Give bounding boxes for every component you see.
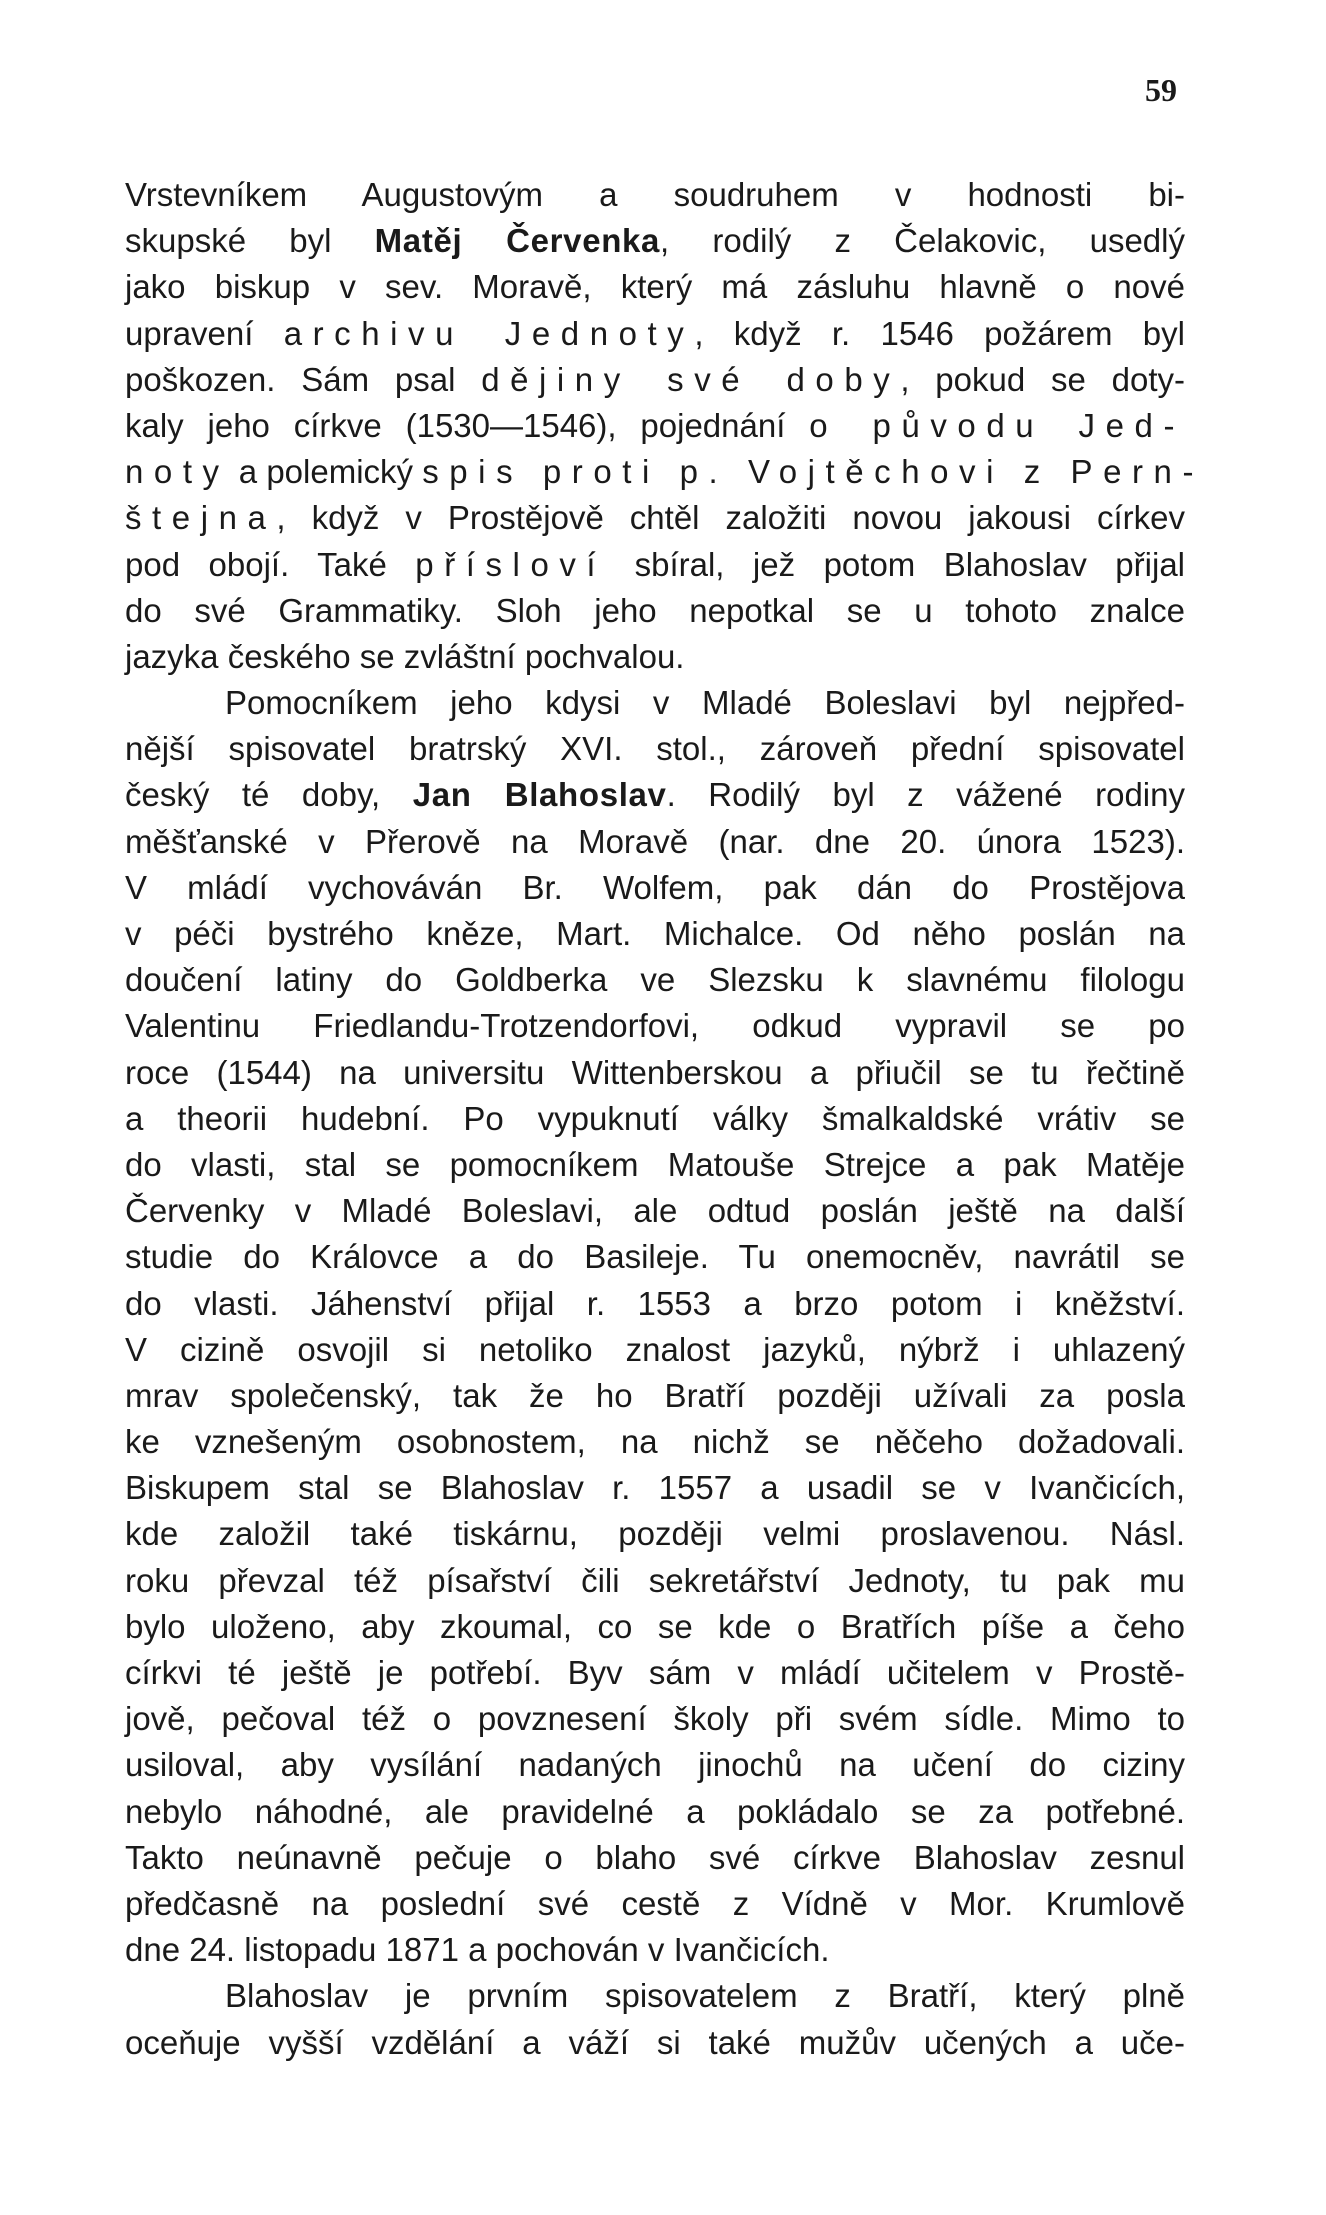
bold-name: Matěj Červenka [374, 222, 661, 260]
text-run: jako biskup v sev. Moravě, který má zásluhu hlavně o nové [125, 268, 1185, 306]
text-line [125, 1696, 1185, 1742]
text-run: , pokud se doty- [900, 360, 1185, 398]
text-line [125, 1281, 1185, 1327]
text-line [125, 1973, 1185, 2019]
text-line [125, 218, 1185, 264]
spaced-emphasis: spis proti p. Vojtěchovi z Pern- [422, 453, 1204, 491]
text-line [125, 819, 1185, 865]
text-run: Pomocníkem jeho kdysi v Mladé Boleslavi byl nejpřed- [225, 684, 1185, 722]
text-line [125, 1419, 1185, 1465]
text-run: roce (1544) na universitu Wittenberskou a přiučil se tu řečtině [125, 1053, 1185, 1091]
text-line [125, 1188, 1185, 1234]
text-run: český té doby, [125, 776, 413, 814]
text-run: nebylo náhodné, ale pravidelné a pokládalo se za potřebné. [125, 1792, 1185, 1830]
spaced-emphasis: dějiny své doby [481, 360, 901, 398]
text-line [125, 1558, 1185, 1604]
text-line [125, 634, 1185, 680]
text-run: upravení [125, 314, 284, 352]
text-run: oceňuje vyšší vzdělání a váží si také mužův učených a uče- [125, 2023, 1185, 2061]
text-line [125, 1465, 1185, 1511]
text-run: a theorii hudební. Po vypuknutí války šmalkaldské vrátiv se [125, 1099, 1185, 1137]
text-run: Vrstevníkem Augustovým a soudruhem v hodnosti bi- [125, 176, 1185, 213]
text-line [125, 2020, 1185, 2066]
text-run: kde založil také tiskárnu, později velmi proslavenou. Násl. [125, 1515, 1185, 1553]
text-run: Blahoslav je prvním spisovatelem z Bratří, který plně [225, 1977, 1185, 2015]
text-line [125, 1003, 1185, 1049]
spaced-emphasis: štejna [125, 499, 277, 537]
spaced-emphasis: přísloví [415, 545, 607, 583]
text-line [125, 1327, 1185, 1373]
text-run: jově, pečoval též o povznesení školy při svém sídle. Mimo to [125, 1700, 1185, 1738]
text-line [125, 264, 1185, 310]
text-run: měšťanské v Přerově na Moravě (nar. dne 20. února 1523). [125, 822, 1185, 860]
text-line [125, 1096, 1185, 1142]
text-run: V mládí vychováván Br. Wolfem, pak dán do Prostějova [125, 868, 1185, 906]
text-line [125, 957, 1185, 1003]
text-run: studie do Královce a do Basileje. Tu onemocněv, navrátil se [125, 1238, 1185, 1276]
spaced-emphasis: archivu Jednoty [283, 314, 695, 352]
text-line [125, 1373, 1185, 1419]
text-line [125, 357, 1185, 403]
page-number: 59 [1145, 72, 1177, 108]
text-run: sbíral, jež potom Blahoslav přijal [606, 545, 1185, 583]
text-line [125, 1142, 1185, 1188]
text-line [125, 542, 1185, 588]
text-line [125, 680, 1185, 726]
text-run: a polemický [229, 453, 423, 491]
text-line [125, 1050, 1185, 1096]
text-run: nější spisovatel bratrský XVI. stol., zároveň přední spisovatel [125, 730, 1185, 768]
text-run: Takto neúnavně pečuje o blaho své církve Blahoslav zesnul [125, 1838, 1185, 1876]
text-line [125, 911, 1185, 957]
text-run: , když v Prostějově chtěl založiti novou jakousi církev [276, 499, 1185, 537]
text-line [125, 495, 1185, 541]
text-run: do vlasti, stal se pomocníkem Matouše Strejce a pak Matěje [125, 1145, 1185, 1183]
text-run: církvi té ještě je potřebí. Byv sám v mládí učitelem v Prostě- [125, 1654, 1185, 1691]
text-run: Biskupem stal se Blahoslav r. 1557 a usadil se v Ivančicích, [125, 1469, 1185, 1507]
body-text [125, 172, 1204, 2066]
text-line [125, 588, 1185, 634]
text-run: mrav společenský, tak že ho Bratří později užívali za posla [125, 1376, 1185, 1414]
text-run: Červenky v Mladé Boleslavi, ale odtud poslán ještě na další [125, 1192, 1185, 1230]
text-run: jazyka českého se zvláštní pochvalou. [125, 637, 685, 675]
text-line [125, 1927, 1185, 1973]
text-run: , rodilý z Čelakovic, usedlý [660, 222, 1185, 260]
text-run: . Rodilý byl z vážené rodiny [666, 776, 1185, 814]
bold-name: Jan Blahoslav [412, 776, 667, 814]
text-run: do své Grammatiky. Sloh jeho nepotkal se u tohoto znalce [125, 591, 1185, 629]
text-line [125, 1742, 1185, 1788]
text-run: do vlasti. Jáhenství přijal r. 1553 a brzo potom i kněžství. [125, 1284, 1185, 1322]
text-line [125, 449, 1204, 495]
text-line [125, 726, 1185, 772]
text-line [125, 865, 1185, 911]
text-line [125, 1835, 1185, 1881]
text-line [125, 1604, 1185, 1650]
text-line [125, 1234, 1185, 1280]
text-run: dne 24. listopadu 1871 a pochován v Ivančicích. [125, 1931, 830, 1969]
text-line [125, 311, 1185, 357]
spaced-emphasis: o původu Jed- [809, 406, 1185, 444]
spaced-emphasis: noty [125, 453, 230, 491]
text-line [125, 1650, 1185, 1696]
text-run: pod obojí. Také [125, 545, 416, 583]
text-run: kaly jeho církve (1530—1546), pojednání [125, 406, 810, 444]
text-run: , když r. 1546 požárem byl [694, 314, 1185, 352]
text-run: Valentinu Friedlandu-Trotzendorfovi, odkud vypravil se po [125, 1007, 1185, 1045]
text-run: doučení latiny do Goldberka ve Slezsku k slavnému filologu [125, 961, 1185, 999]
text-line [125, 1881, 1185, 1927]
text-line [125, 772, 1185, 818]
text-line [125, 1511, 1185, 1557]
text-line [125, 403, 1185, 449]
text-run: usiloval, aby vysílání nadaných jinochů na učení do ciziny [125, 1746, 1185, 1784]
text-run: ke vznešeným osobnostem, na nichž se něčeho dožadovali. [125, 1423, 1185, 1461]
text-line [125, 172, 1185, 218]
text-line [125, 1789, 1185, 1835]
text-run: roku převzal též písařství čili sekretářství Jednoty, tu pak mu [125, 1561, 1185, 1599]
text-run: poškozen. Sám psal [125, 360, 482, 398]
text-run: V cizině osvojil si netoliko znalost jazyků, nýbrž i uhlazený [125, 1330, 1185, 1368]
text-run: skupské byl [125, 222, 375, 260]
text-run: předčasně na poslední své cestě z Vídně v Mor. Krumlově [125, 1884, 1185, 1922]
text-run: v péči bystrého kněze, Mart. Michalce. Od něho poslán na [125, 915, 1185, 952]
text-run: bylo uloženo, aby zkoumal, co se kde o Bratřích píše a čeho [125, 1607, 1185, 1645]
